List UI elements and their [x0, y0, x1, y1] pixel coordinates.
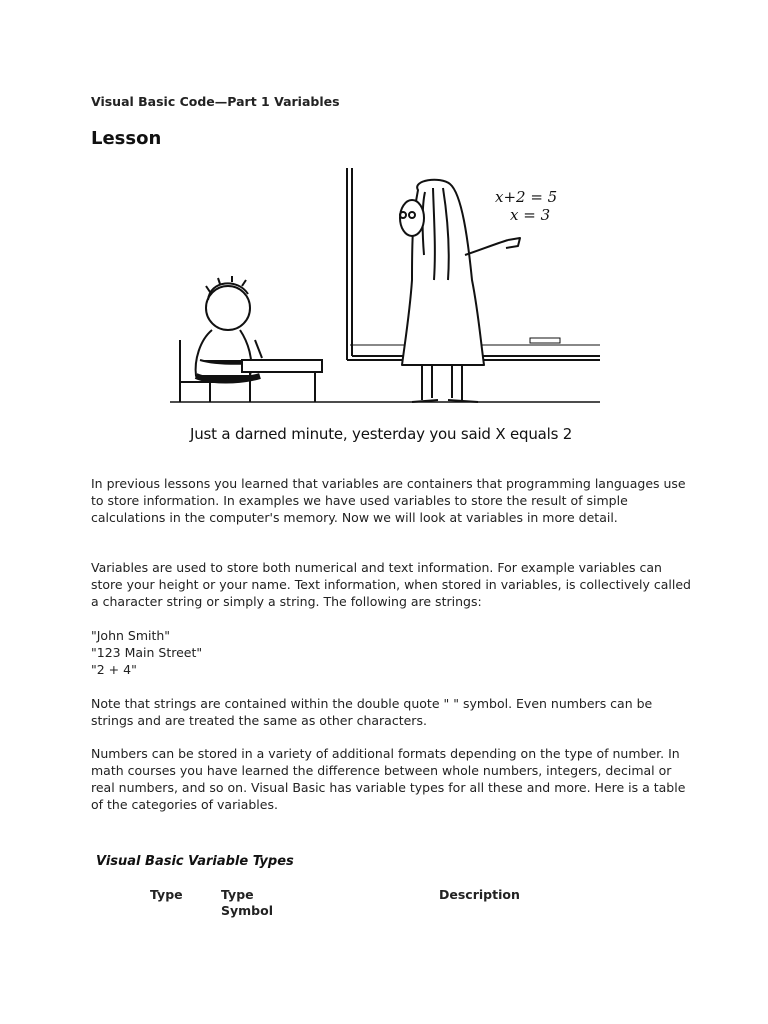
cartoon-caption: Just a darned minute, yesterday you said X equals 2 [190, 425, 573, 443]
board-writing [495, 188, 557, 224]
lesson-heading: Lesson [91, 128, 162, 149]
string-example: "123 Main Street" [91, 645, 203, 660]
student-desk [180, 340, 322, 402]
board-equation-2: x = 3 [510, 206, 551, 224]
string-examples [91, 627, 691, 678]
board-equation-1: x+2 = 5 [495, 188, 558, 206]
paragraph-number-formats: Numbers can be stored in a variety of additional formats depending on the type of number. In math courses you have learned the difference between whole numbers, integers, decimal or real numbers, and so on. Visual Basic has variable types for all these and more. Here is a table of the categories of variables. [91, 746, 686, 812]
table-header-type-symbol: Type Symbol [221, 887, 273, 918]
paragraph-strings: Variables are used to store both numerical and text information. For example variables can store your height or your name. Text information, when stored in variables, is collectively called a character string or simply a string. The following are strings: [91, 560, 691, 609]
table-header-description: Description [439, 887, 520, 902]
string-example: "2 + 4" [91, 662, 137, 677]
document-title: Visual Basic Code—Part 1 Variables [91, 94, 340, 109]
variable-types-table-title: Visual Basic Variable Types [96, 854, 294, 869]
teacher-figure [400, 180, 520, 402]
teacher-student-cartoon [150, 160, 610, 460]
paragraph-intro: In previous lessons you learned that variables are containers that programming languages use to store information. In examples we have used variables to store the result of simple calculations in the computer's memory. Now we will look at variables in more detail. [91, 476, 686, 525]
paragraph-quotes: Note that strings are contained within the double quote " " symbol. Even numbers can be strings and are treated the same as other characters. [91, 696, 653, 728]
string-example: "John Smith" [91, 628, 171, 643]
table-header-type: Type [150, 887, 183, 902]
